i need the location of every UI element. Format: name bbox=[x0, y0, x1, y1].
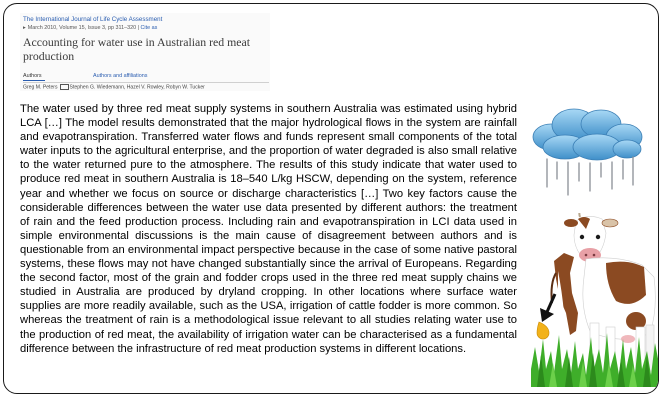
paper-title: Accounting for water use in Australian red meat production bbox=[23, 35, 251, 63]
caret-right-icon: ▸ bbox=[23, 25, 26, 31]
issue-info bbox=[23, 25, 157, 31]
tab-authors[interactable]: Authors bbox=[23, 73, 42, 79]
rain-cloud-icon bbox=[529, 107, 649, 199]
co-authors: Stephen G. Wiedemann, Hazel V. Rowley, Robyn W. Tucker bbox=[69, 84, 205, 91]
tab-authors-affiliations[interactable]: Authors and affiliations bbox=[93, 73, 148, 79]
abstract-text: The water used by three red meat supply systems in southern Australia was estimated using hybrid LCA […] The model results demonstrated that the major hydrological flows in the system are rainfall and evapotranspiration. Transferred water flows and funds represent small components of the total water inputs to the agricultural enterprise, and the proportion of water degraded is also small relative to the water returned pure to the atmosphere. The results of this study indicate that water used to produce red meat in southern Australia is 18–540 L/kg HSCW, depending on the system, reference year and whether we focus on source or discharge characteristics […] Two key factors cause the considerable differences between the water use data presented by different authors: the treatment of rain and the feed production process. Including rain and evapotranspiration in LCI data used in simple environmental discussions is the main cause of disagreement between authors and is questionable from an environmental impact perspective because in the case of some native pastoral systems, these flows may not have changed substantially since the arrival of Europeans. Regarding the second factor, most of the grain and fodder crops used in the three red meat supply chains we studied in Australia are produced by dryland cropping. In other locations where surface water supplies are more readily available, such as the USA, irrigation of cattle fodder is more common. So whereas the treatment of rain is a methodological issue relevant to all studies relating water use to the production of red meat, the availability of irrigation water can be characterised as a fundamental difference between the infrastructure of red meat production systems in different locations. bbox=[20, 103, 517, 355]
issue-separator: | bbox=[136, 25, 141, 31]
mail-icon[interactable] bbox=[60, 84, 69, 90]
active-tab-indicator bbox=[23, 80, 45, 81]
author-list bbox=[23, 84, 205, 91]
slide-frame bbox=[3, 3, 659, 394]
author-tabs bbox=[23, 73, 269, 83]
cite-as-link[interactable]: Cite as bbox=[140, 25, 158, 31]
issue-text: March 2010, Volume 15, Issue 3, pp 311–320 bbox=[27, 25, 137, 31]
corresponding-author[interactable]: Greg M. Peters bbox=[23, 84, 58, 91]
article-header bbox=[20, 13, 270, 91]
journal-link[interactable]: The International Journal of Life Cycle Assessment bbox=[23, 16, 163, 23]
grass-icon bbox=[531, 329, 659, 387]
